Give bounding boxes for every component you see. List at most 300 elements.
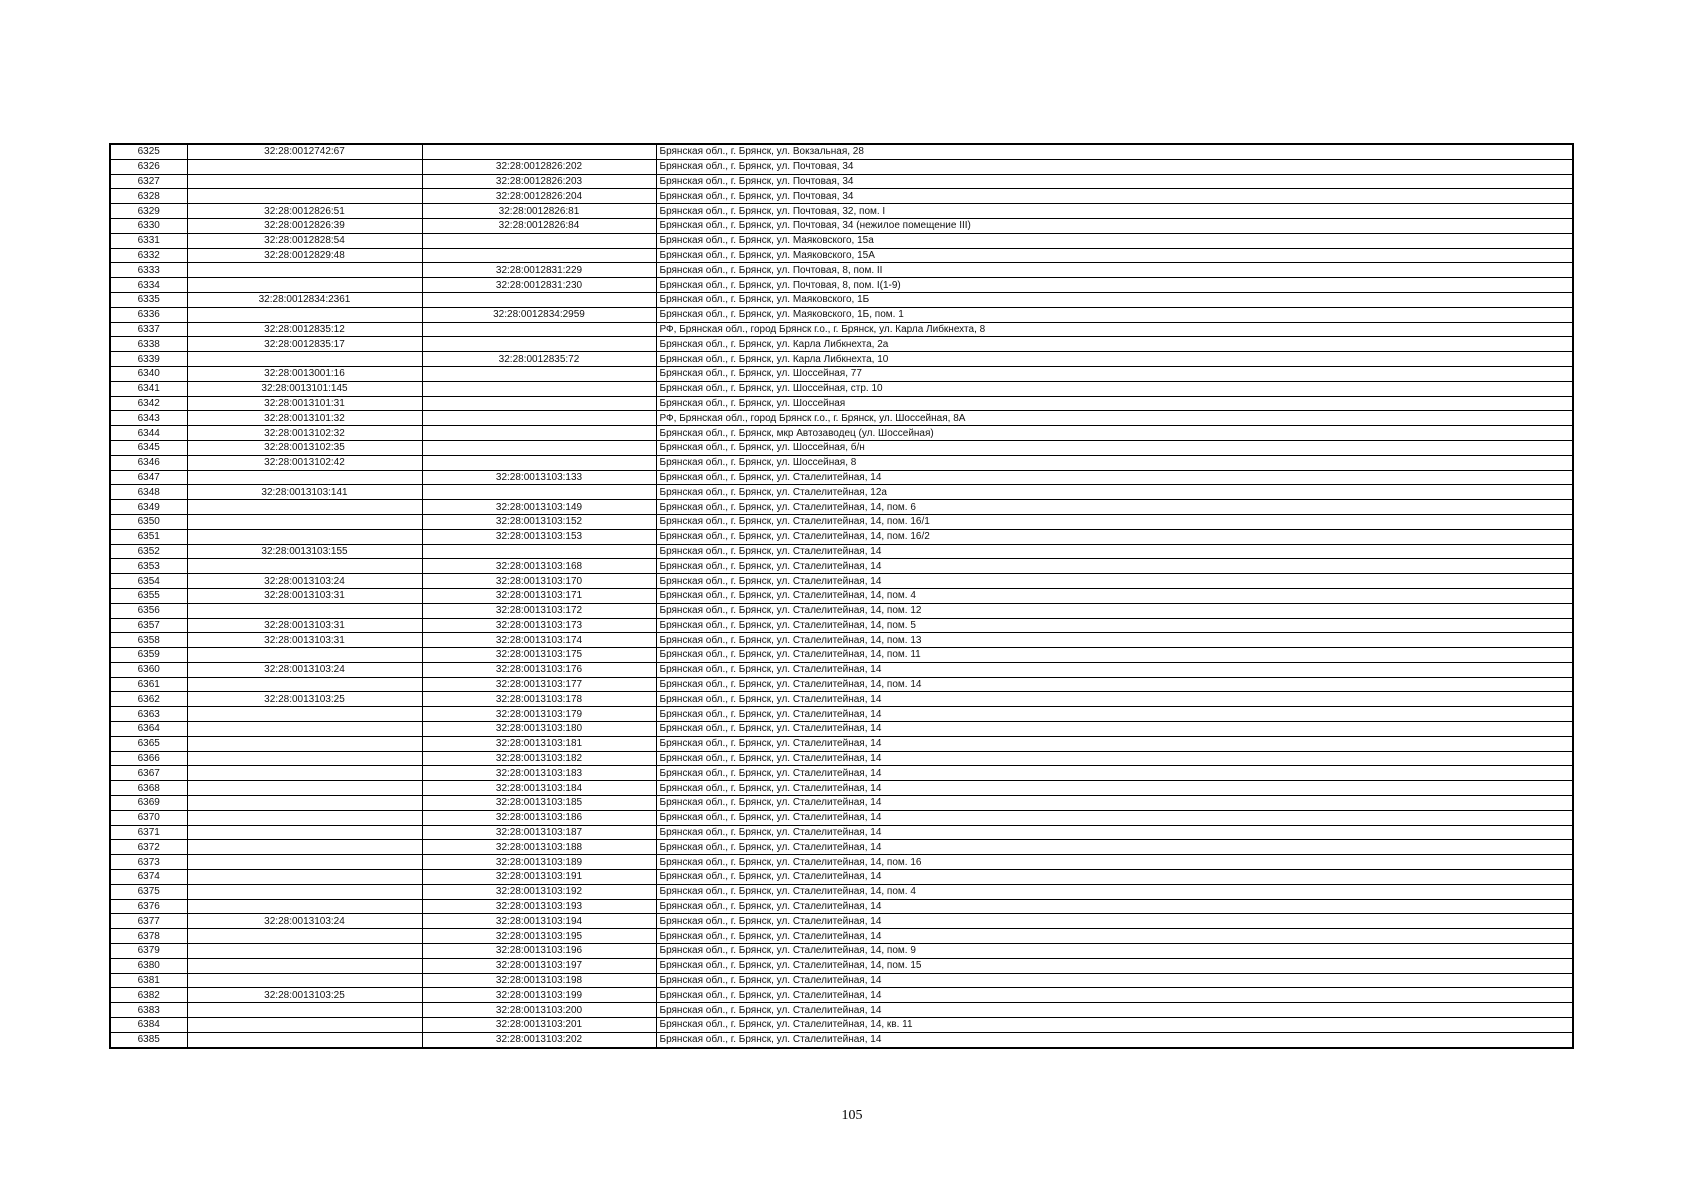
address-cell: Брянская обл., г. Брянск, ул. Почтовая, 34 (нежилое помещение III) bbox=[656, 218, 1573, 233]
object-cadastral-number-cell bbox=[422, 366, 656, 381]
address-cell: Брянская обл., г. Брянск, ул. Почтовая, 8, пом. I(1-9) bbox=[656, 278, 1573, 293]
address-cell: Брянская обл., г. Брянск, ул. Маяковского, 15А bbox=[656, 248, 1573, 263]
row-number-cell: 6348 bbox=[110, 485, 187, 500]
table-row bbox=[110, 929, 1573, 944]
object-cadastral-number-cell: 32:28:0012835:72 bbox=[422, 352, 656, 367]
table-row bbox=[110, 648, 1573, 663]
row-number-cell: 6353 bbox=[110, 559, 187, 574]
table-row bbox=[110, 263, 1573, 278]
object-cadastral-number-cell: 32:28:0013103:174 bbox=[422, 633, 656, 648]
cadastral-number-cell bbox=[187, 958, 422, 973]
object-cadastral-number-cell: 32:28:0013103:180 bbox=[422, 722, 656, 737]
object-cadastral-number-cell bbox=[422, 144, 656, 159]
object-cadastral-number-cell: 32:28:0013103:198 bbox=[422, 973, 656, 988]
table-row bbox=[110, 751, 1573, 766]
cadastral-number-cell: 32:28:0013101:31 bbox=[187, 396, 422, 411]
table-row bbox=[110, 455, 1573, 470]
cadastral-number-cell: 32:28:0013001:16 bbox=[187, 366, 422, 381]
row-number-cell: 6374 bbox=[110, 870, 187, 885]
object-cadastral-number-cell bbox=[422, 322, 656, 337]
table-row bbox=[110, 514, 1573, 529]
address-cell: Брянская обл., г. Брянск, ул. Вокзальная, 28 bbox=[656, 144, 1573, 159]
cadastral-number-cell bbox=[187, 307, 422, 322]
object-cadastral-number-cell: 32:28:0013103:194 bbox=[422, 914, 656, 929]
row-number-cell: 6367 bbox=[110, 766, 187, 781]
register-table bbox=[109, 143, 1574, 1049]
row-number-cell: 6354 bbox=[110, 574, 187, 589]
row-number-cell: 6334 bbox=[110, 278, 187, 293]
cadastral-number-cell bbox=[187, 603, 422, 618]
row-number-cell: 6327 bbox=[110, 174, 187, 189]
table-row bbox=[110, 159, 1573, 174]
address-cell: Брянская обл., г. Брянск, ул. Почтовая, 32, пом. I bbox=[656, 204, 1573, 219]
cadastral-number-cell bbox=[187, 263, 422, 278]
register-table-body bbox=[110, 144, 1573, 1048]
cadastral-number-cell: 32:28:0013101:32 bbox=[187, 411, 422, 426]
table-row bbox=[110, 618, 1573, 633]
object-cadastral-number-cell: 32:28:0013103:173 bbox=[422, 618, 656, 633]
object-cadastral-number-cell: 32:28:0012826:204 bbox=[422, 189, 656, 204]
object-cadastral-number-cell: 32:28:0012826:203 bbox=[422, 174, 656, 189]
cadastral-number-cell: 32:28:0012826:39 bbox=[187, 218, 422, 233]
cadastral-number-cell bbox=[187, 944, 422, 959]
table-row bbox=[110, 218, 1573, 233]
cadastral-number-cell: 32:28:0013103:24 bbox=[187, 914, 422, 929]
page-number: 105 bbox=[841, 1108, 863, 1123]
table-row bbox=[110, 144, 1573, 159]
cadastral-number-cell bbox=[187, 810, 422, 825]
address-cell: Брянская обл., г. Брянск, ул. Карла Либкнехта, 2а bbox=[656, 337, 1573, 352]
address-cell: Брянская обл., г. Брянск, ул. Сталелитейная, 14 bbox=[656, 470, 1573, 485]
cadastral-number-cell: 32:28:0013103:24 bbox=[187, 574, 422, 589]
object-cadastral-number-cell: 32:28:0013103:189 bbox=[422, 855, 656, 870]
table-row bbox=[110, 1003, 1573, 1018]
table-row bbox=[110, 322, 1573, 337]
address-cell: Брянская обл., г. Брянск, ул. Шоссейная, стр. 10 bbox=[656, 381, 1573, 396]
object-cadastral-number-cell bbox=[422, 485, 656, 500]
cadastral-number-cell bbox=[187, 736, 422, 751]
table-row bbox=[110, 1032, 1573, 1047]
cadastral-number-cell bbox=[187, 677, 422, 692]
address-cell: Брянская обл., г. Брянск, ул. Сталелитейная, 14 bbox=[656, 692, 1573, 707]
object-cadastral-number-cell bbox=[422, 233, 656, 248]
cadastral-number-cell: 32:28:0013103:31 bbox=[187, 633, 422, 648]
row-number-cell: 6331 bbox=[110, 233, 187, 248]
row-number-cell: 6360 bbox=[110, 662, 187, 677]
address-cell: Брянская обл., г. Брянск, ул. Сталелитейная, 14 bbox=[656, 973, 1573, 988]
object-cadastral-number-cell: 32:28:0013103:197 bbox=[422, 958, 656, 973]
cadastral-number-cell: 32:28:0013103:31 bbox=[187, 618, 422, 633]
cadastral-number-cell: 32:28:0012828:54 bbox=[187, 233, 422, 248]
table-row bbox=[110, 381, 1573, 396]
row-number-cell: 6385 bbox=[110, 1032, 187, 1047]
address-cell: Брянская обл., г. Брянск, ул. Почтовая, 34 bbox=[656, 159, 1573, 174]
row-number-cell: 6379 bbox=[110, 944, 187, 959]
table-row bbox=[110, 692, 1573, 707]
object-cadastral-number-cell: 32:28:0013103:168 bbox=[422, 559, 656, 574]
address-cell: Брянская обл., г. Брянск, ул. Сталелитейная, 14, пом. 12 bbox=[656, 603, 1573, 618]
address-cell: Брянская обл., г. Брянск, ул. Шоссейная, 77 bbox=[656, 366, 1573, 381]
object-cadastral-number-cell: 32:28:0013103:193 bbox=[422, 899, 656, 914]
object-cadastral-number-cell: 32:28:0013103:149 bbox=[422, 500, 656, 515]
row-number-cell: 6361 bbox=[110, 677, 187, 692]
row-number-cell: 6364 bbox=[110, 722, 187, 737]
row-number-cell: 6339 bbox=[110, 352, 187, 367]
address-cell: Брянская обл., г. Брянск, ул. Сталелитейная, 14, пом. 9 bbox=[656, 944, 1573, 959]
cadastral-number-cell bbox=[187, 1018, 422, 1033]
cadastral-number-cell: 32:28:0012826:51 bbox=[187, 204, 422, 219]
address-cell: Брянская обл., г. Брянск, ул. Сталелитейная, 14 bbox=[656, 810, 1573, 825]
table-row bbox=[110, 840, 1573, 855]
table-row bbox=[110, 248, 1573, 263]
cadastral-number-cell: 32:28:0013103:141 bbox=[187, 485, 422, 500]
object-cadastral-number-cell bbox=[422, 544, 656, 559]
row-number-cell: 6342 bbox=[110, 396, 187, 411]
object-cadastral-number-cell: 32:28:0013103:179 bbox=[422, 707, 656, 722]
address-cell: Брянская обл., г. Брянск, ул. Сталелитейная, 14 bbox=[656, 544, 1573, 559]
table-row bbox=[110, 633, 1573, 648]
object-cadastral-number-cell: 32:28:0012834:2959 bbox=[422, 307, 656, 322]
row-number-cell: 6355 bbox=[110, 588, 187, 603]
cadastral-number-cell: 32:28:0013101:145 bbox=[187, 381, 422, 396]
object-cadastral-number-cell: 32:28:0013103:177 bbox=[422, 677, 656, 692]
address-cell: Брянская обл., г. Брянск, ул. Сталелитейная, 12а bbox=[656, 485, 1573, 500]
table-row bbox=[110, 278, 1573, 293]
cadastral-number-cell: 32:28:0012835:17 bbox=[187, 337, 422, 352]
row-number-cell: 6366 bbox=[110, 751, 187, 766]
cadastral-number-cell: 32:28:0012834:2361 bbox=[187, 292, 422, 307]
object-cadastral-number-cell: 32:28:0012831:230 bbox=[422, 278, 656, 293]
row-number-cell: 6359 bbox=[110, 648, 187, 663]
row-number-cell: 6363 bbox=[110, 707, 187, 722]
cadastral-number-cell bbox=[187, 159, 422, 174]
table-row bbox=[110, 574, 1573, 589]
row-number-cell: 6380 bbox=[110, 958, 187, 973]
address-cell: Брянская обл., г. Брянск, ул. Сталелитейная, 14 bbox=[656, 781, 1573, 796]
object-cadastral-number-cell bbox=[422, 426, 656, 441]
object-cadastral-number-cell: 32:28:0013103:202 bbox=[422, 1032, 656, 1047]
cadastral-number-cell bbox=[187, 559, 422, 574]
object-cadastral-number-cell: 32:28:0013103:199 bbox=[422, 988, 656, 1003]
row-number-cell: 6384 bbox=[110, 1018, 187, 1033]
cadastral-number-cell: 32:28:0013102:42 bbox=[187, 455, 422, 470]
row-number-cell: 6381 bbox=[110, 973, 187, 988]
address-cell: Брянская обл., г. Брянск, ул. Сталелитейная, 14, пом. 5 bbox=[656, 618, 1573, 633]
table-row bbox=[110, 559, 1573, 574]
table-row bbox=[110, 500, 1573, 515]
object-cadastral-number-cell: 32:28:0013103:172 bbox=[422, 603, 656, 618]
table-row bbox=[110, 766, 1573, 781]
table-row bbox=[110, 884, 1573, 899]
address-cell: Брянская обл., г. Брянск, ул. Сталелитейная, 14, пом. 15 bbox=[656, 958, 1573, 973]
table-row bbox=[110, 973, 1573, 988]
object-cadastral-number-cell: 32:28:0013103:187 bbox=[422, 825, 656, 840]
cadastral-number-cell bbox=[187, 174, 422, 189]
row-number-cell: 6369 bbox=[110, 796, 187, 811]
row-number-cell: 6325 bbox=[110, 144, 187, 159]
row-number-cell: 6382 bbox=[110, 988, 187, 1003]
address-cell: РФ, Брянская обл., город Брянск г.о., г. Брянск, ул. Шоссейная, 8А bbox=[656, 411, 1573, 426]
row-number-cell: 6341 bbox=[110, 381, 187, 396]
address-cell: Брянская обл., г. Брянск, ул. Сталелитейная, 14 bbox=[656, 559, 1573, 574]
cadastral-number-cell bbox=[187, 766, 422, 781]
row-number-cell: 6332 bbox=[110, 248, 187, 263]
table-row bbox=[110, 603, 1573, 618]
address-cell: Брянская обл., г. Брянск, ул. Сталелитейная, 14, пом. 14 bbox=[656, 677, 1573, 692]
row-number-cell: 6330 bbox=[110, 218, 187, 233]
object-cadastral-number-cell: 32:28:0012826:81 bbox=[422, 204, 656, 219]
table-row bbox=[110, 544, 1573, 559]
row-number-cell: 6357 bbox=[110, 618, 187, 633]
row-number-cell: 6333 bbox=[110, 263, 187, 278]
row-number-cell: 6356 bbox=[110, 603, 187, 618]
address-cell: Брянская обл., г. Брянск, ул. Шоссейная, 8 bbox=[656, 455, 1573, 470]
row-number-cell: 6370 bbox=[110, 810, 187, 825]
cadastral-number-cell bbox=[187, 500, 422, 515]
cadastral-number-cell: 32:28:0013103:25 bbox=[187, 692, 422, 707]
table-row bbox=[110, 411, 1573, 426]
table-row bbox=[110, 677, 1573, 692]
table-row bbox=[110, 707, 1573, 722]
address-cell: Брянская обл., г. Брянск, ул. Почтовая, 8, пом. II bbox=[656, 263, 1573, 278]
address-cell: Брянская обл., г. Брянск, ул. Сталелитейная, 14 bbox=[656, 1032, 1573, 1047]
address-cell: Брянская обл., г. Брянск, ул. Сталелитейная, 14, пом. 6 bbox=[656, 500, 1573, 515]
table-row bbox=[110, 174, 1573, 189]
table-row bbox=[110, 899, 1573, 914]
object-cadastral-number-cell bbox=[422, 292, 656, 307]
cadastral-number-cell: 32:28:0013103:24 bbox=[187, 662, 422, 677]
address-cell: Брянская обл., г. Брянск, ул. Сталелитейная, 14, пом. 4 bbox=[656, 884, 1573, 899]
cadastral-number-cell bbox=[187, 751, 422, 766]
document-page-table-area bbox=[109, 143, 1572, 1049]
cadastral-number-cell bbox=[187, 722, 422, 737]
cadastral-number-cell bbox=[187, 189, 422, 204]
address-cell: Брянская обл., г. Брянск, ул. Карла Либкнехта, 10 bbox=[656, 352, 1573, 367]
object-cadastral-number-cell: 32:28:0013103:196 bbox=[422, 944, 656, 959]
row-number-cell: 6365 bbox=[110, 736, 187, 751]
row-number-cell: 6358 bbox=[110, 633, 187, 648]
object-cadastral-number-cell: 32:28:0012831:229 bbox=[422, 263, 656, 278]
row-number-cell: 6372 bbox=[110, 840, 187, 855]
address-cell: Брянская обл., г. Брянск, ул. Сталелитейная, 14 bbox=[656, 929, 1573, 944]
table-row bbox=[110, 426, 1573, 441]
row-number-cell: 6352 bbox=[110, 544, 187, 559]
object-cadastral-number-cell: 32:28:0013103:188 bbox=[422, 840, 656, 855]
object-cadastral-number-cell: 32:28:0013103:200 bbox=[422, 1003, 656, 1018]
address-cell: Брянская обл., г. Брянск, ул. Сталелитейная, 14 bbox=[656, 825, 1573, 840]
object-cadastral-number-cell: 32:28:0013103:184 bbox=[422, 781, 656, 796]
object-cadastral-number-cell bbox=[422, 455, 656, 470]
row-number-cell: 6373 bbox=[110, 855, 187, 870]
object-cadastral-number-cell: 32:28:0013103:170 bbox=[422, 574, 656, 589]
cadastral-number-cell bbox=[187, 514, 422, 529]
row-number-cell: 6346 bbox=[110, 455, 187, 470]
table-row bbox=[110, 396, 1573, 411]
table-row bbox=[110, 204, 1573, 219]
row-number-cell: 6336 bbox=[110, 307, 187, 322]
address-cell: Брянская обл., г. Брянск, ул. Сталелитейная, 14 bbox=[656, 662, 1573, 677]
object-cadastral-number-cell: 32:28:0013103:195 bbox=[422, 929, 656, 944]
row-number-cell: 6349 bbox=[110, 500, 187, 515]
row-number-cell: 6345 bbox=[110, 440, 187, 455]
table-row bbox=[110, 337, 1573, 352]
address-cell: Брянская обл., г. Брянск, ул. Сталелитейная, 14 bbox=[656, 751, 1573, 766]
object-cadastral-number-cell: 32:28:0013103:178 bbox=[422, 692, 656, 707]
address-cell: Брянская обл., г. Брянск, ул. Маяковского, 15а bbox=[656, 233, 1573, 248]
row-number-cell: 6335 bbox=[110, 292, 187, 307]
object-cadastral-number-cell: 32:28:0013103:185 bbox=[422, 796, 656, 811]
address-cell: Брянская обл., г. Брянск, ул. Шоссейная bbox=[656, 396, 1573, 411]
table-row bbox=[110, 781, 1573, 796]
object-cadastral-number-cell bbox=[422, 411, 656, 426]
table-row bbox=[110, 529, 1573, 544]
row-number-cell: 6371 bbox=[110, 825, 187, 840]
row-number-cell: 6340 bbox=[110, 366, 187, 381]
object-cadastral-number-cell: 32:28:0013103:201 bbox=[422, 1018, 656, 1033]
address-cell: Брянская обл., г. Брянск, ул. Почтовая, 34 bbox=[656, 189, 1573, 204]
cadastral-number-cell bbox=[187, 1032, 422, 1047]
address-cell: Брянская обл., г. Брянск, ул. Сталелитейная, 14 bbox=[656, 840, 1573, 855]
cadastral-number-cell bbox=[187, 855, 422, 870]
cadastral-number-cell: 32:28:0012829:48 bbox=[187, 248, 422, 263]
cadastral-number-cell: 32:28:0013103:25 bbox=[187, 988, 422, 1003]
row-number-cell: 6328 bbox=[110, 189, 187, 204]
address-cell: Брянская обл., г. Брянск, ул. Сталелитейная, 14, пом. 13 bbox=[656, 633, 1573, 648]
object-cadastral-number-cell: 32:28:0013103:191 bbox=[422, 870, 656, 885]
address-cell: Брянская обл., г. Брянск, ул. Сталелитейная, 14 bbox=[656, 796, 1573, 811]
cadastral-number-cell bbox=[187, 973, 422, 988]
address-cell: Брянская обл., г. Брянск, ул. Сталелитейная, 14 bbox=[656, 870, 1573, 885]
table-row bbox=[110, 1018, 1573, 1033]
table-row bbox=[110, 914, 1573, 929]
cadastral-number-cell bbox=[187, 1003, 422, 1018]
cadastral-number-cell: 32:28:0013102:35 bbox=[187, 440, 422, 455]
row-number-cell: 6351 bbox=[110, 529, 187, 544]
address-cell: Брянская обл., г. Брянск, ул. Сталелитейная, 14 bbox=[656, 914, 1573, 929]
address-cell: Брянская обл., г. Брянск, ул. Почтовая, 34 bbox=[656, 174, 1573, 189]
address-cell: Брянская обл., г. Брянск, ул. Сталелитейная, 14 bbox=[656, 1003, 1573, 1018]
table-row bbox=[110, 736, 1573, 751]
row-number-cell: 6337 bbox=[110, 322, 187, 337]
table-row bbox=[110, 470, 1573, 485]
address-cell: Брянская обл., г. Брянск, ул. Сталелитейная, 14 bbox=[656, 899, 1573, 914]
cadastral-number-cell bbox=[187, 884, 422, 899]
table-row bbox=[110, 944, 1573, 959]
address-cell: Брянская обл., г. Брянск, ул. Шоссейная, б/н bbox=[656, 440, 1573, 455]
cadastral-number-cell bbox=[187, 840, 422, 855]
row-number-cell: 6338 bbox=[110, 337, 187, 352]
address-cell: Брянская обл., г. Брянск, ул. Сталелитейная, 14, пом. 16/2 bbox=[656, 529, 1573, 544]
address-cell: Брянская обл., г. Брянск, ул. Сталелитейная, 14, кв. 11 bbox=[656, 1018, 1573, 1033]
cadastral-number-cell bbox=[187, 899, 422, 914]
table-row bbox=[110, 662, 1573, 677]
cadastral-number-cell: 32:28:0013103:31 bbox=[187, 588, 422, 603]
table-row bbox=[110, 292, 1573, 307]
object-cadastral-number-cell: 32:28:0012826:84 bbox=[422, 218, 656, 233]
table-row bbox=[110, 307, 1573, 322]
address-cell: Брянская обл., г. Брянск, ул. Сталелитейная, 14, пом. 11 bbox=[656, 648, 1573, 663]
address-cell: Брянская обл., г. Брянск, ул. Сталелитейная, 14, пом. 16/1 bbox=[656, 514, 1573, 529]
address-cell: Брянская обл., г. Брянск, мкр Автозаводец (ул. Шоссейная) bbox=[656, 426, 1573, 441]
row-number-cell: 6376 bbox=[110, 899, 187, 914]
object-cadastral-number-cell: 32:28:0013103:176 bbox=[422, 662, 656, 677]
object-cadastral-number-cell: 32:28:0012826:202 bbox=[422, 159, 656, 174]
address-cell: Брянская обл., г. Брянск, ул. Сталелитейная, 14 bbox=[656, 766, 1573, 781]
object-cadastral-number-cell: 32:28:0013103:152 bbox=[422, 514, 656, 529]
address-cell: Брянская обл., г. Брянск, ул. Маяковского, 1Б, пом. 1 bbox=[656, 307, 1573, 322]
cadastral-number-cell bbox=[187, 870, 422, 885]
table-row bbox=[110, 352, 1573, 367]
table-row bbox=[110, 588, 1573, 603]
table-row bbox=[110, 825, 1573, 840]
object-cadastral-number-cell: 32:28:0013103:133 bbox=[422, 470, 656, 485]
address-cell: Брянская обл., г. Брянск, ул. Сталелитейная, 14 bbox=[656, 707, 1573, 722]
object-cadastral-number-cell: 32:28:0013103:181 bbox=[422, 736, 656, 751]
object-cadastral-number-cell bbox=[422, 337, 656, 352]
table-row bbox=[110, 440, 1573, 455]
row-number-cell: 6378 bbox=[110, 929, 187, 944]
address-cell: Брянская обл., г. Брянск, ул. Сталелитейная, 14 bbox=[656, 736, 1573, 751]
row-number-cell: 6326 bbox=[110, 159, 187, 174]
cadastral-number-cell bbox=[187, 796, 422, 811]
cadastral-number-cell bbox=[187, 707, 422, 722]
cadastral-number-cell bbox=[187, 352, 422, 367]
object-cadastral-number-cell: 32:28:0013103:175 bbox=[422, 648, 656, 663]
cadastral-number-cell: 32:28:0013103:155 bbox=[187, 544, 422, 559]
cadastral-number-cell bbox=[187, 470, 422, 485]
row-number-cell: 6362 bbox=[110, 692, 187, 707]
object-cadastral-number-cell bbox=[422, 381, 656, 396]
object-cadastral-number-cell bbox=[422, 396, 656, 411]
row-number-cell: 6347 bbox=[110, 470, 187, 485]
cadastral-number-cell bbox=[187, 781, 422, 796]
cadastral-number-cell bbox=[187, 648, 422, 663]
object-cadastral-number-cell: 32:28:0013103:171 bbox=[422, 588, 656, 603]
object-cadastral-number-cell: 32:28:0013103:182 bbox=[422, 751, 656, 766]
address-cell: РФ, Брянская обл., город Брянск г.о., г. Брянск, ул. Карла Либкнехта, 8 bbox=[656, 322, 1573, 337]
address-cell: Брянская обл., г. Брянск, ул. Сталелитейная, 14, пом. 16 bbox=[656, 855, 1573, 870]
table-row bbox=[110, 958, 1573, 973]
table-row bbox=[110, 810, 1573, 825]
row-number-cell: 6368 bbox=[110, 781, 187, 796]
table-row bbox=[110, 189, 1573, 204]
row-number-cell: 6343 bbox=[110, 411, 187, 426]
row-number-cell: 6329 bbox=[110, 204, 187, 219]
cadastral-number-cell bbox=[187, 529, 422, 544]
row-number-cell: 6377 bbox=[110, 914, 187, 929]
table-row bbox=[110, 366, 1573, 381]
cadastral-number-cell bbox=[187, 929, 422, 944]
object-cadastral-number-cell bbox=[422, 440, 656, 455]
row-number-cell: 6375 bbox=[110, 884, 187, 899]
address-cell: Брянская обл., г. Брянск, ул. Сталелитейная, 14, пом. 4 bbox=[656, 588, 1573, 603]
cadastral-number-cell: 32:28:0013102:32 bbox=[187, 426, 422, 441]
address-cell: Брянская обл., г. Брянск, ул. Сталелитейная, 14 bbox=[656, 574, 1573, 589]
table-row bbox=[110, 855, 1573, 870]
object-cadastral-number-cell bbox=[422, 248, 656, 263]
object-cadastral-number-cell: 32:28:0013103:192 bbox=[422, 884, 656, 899]
table-row bbox=[110, 233, 1573, 248]
row-number-cell: 6344 bbox=[110, 426, 187, 441]
table-row bbox=[110, 796, 1573, 811]
address-cell: Брянская обл., г. Брянск, ул. Маяковского, 1Б bbox=[656, 292, 1573, 307]
cadastral-number-cell: 32:28:0012742:67 bbox=[187, 144, 422, 159]
table-row bbox=[110, 722, 1573, 737]
address-cell: Брянская обл., г. Брянск, ул. Сталелитейная, 14 bbox=[656, 988, 1573, 1003]
address-cell: Брянская обл., г. Брянск, ул. Сталелитейная, 14 bbox=[656, 722, 1573, 737]
cadastral-number-cell bbox=[187, 278, 422, 293]
object-cadastral-number-cell: 32:28:0013103:186 bbox=[422, 810, 656, 825]
